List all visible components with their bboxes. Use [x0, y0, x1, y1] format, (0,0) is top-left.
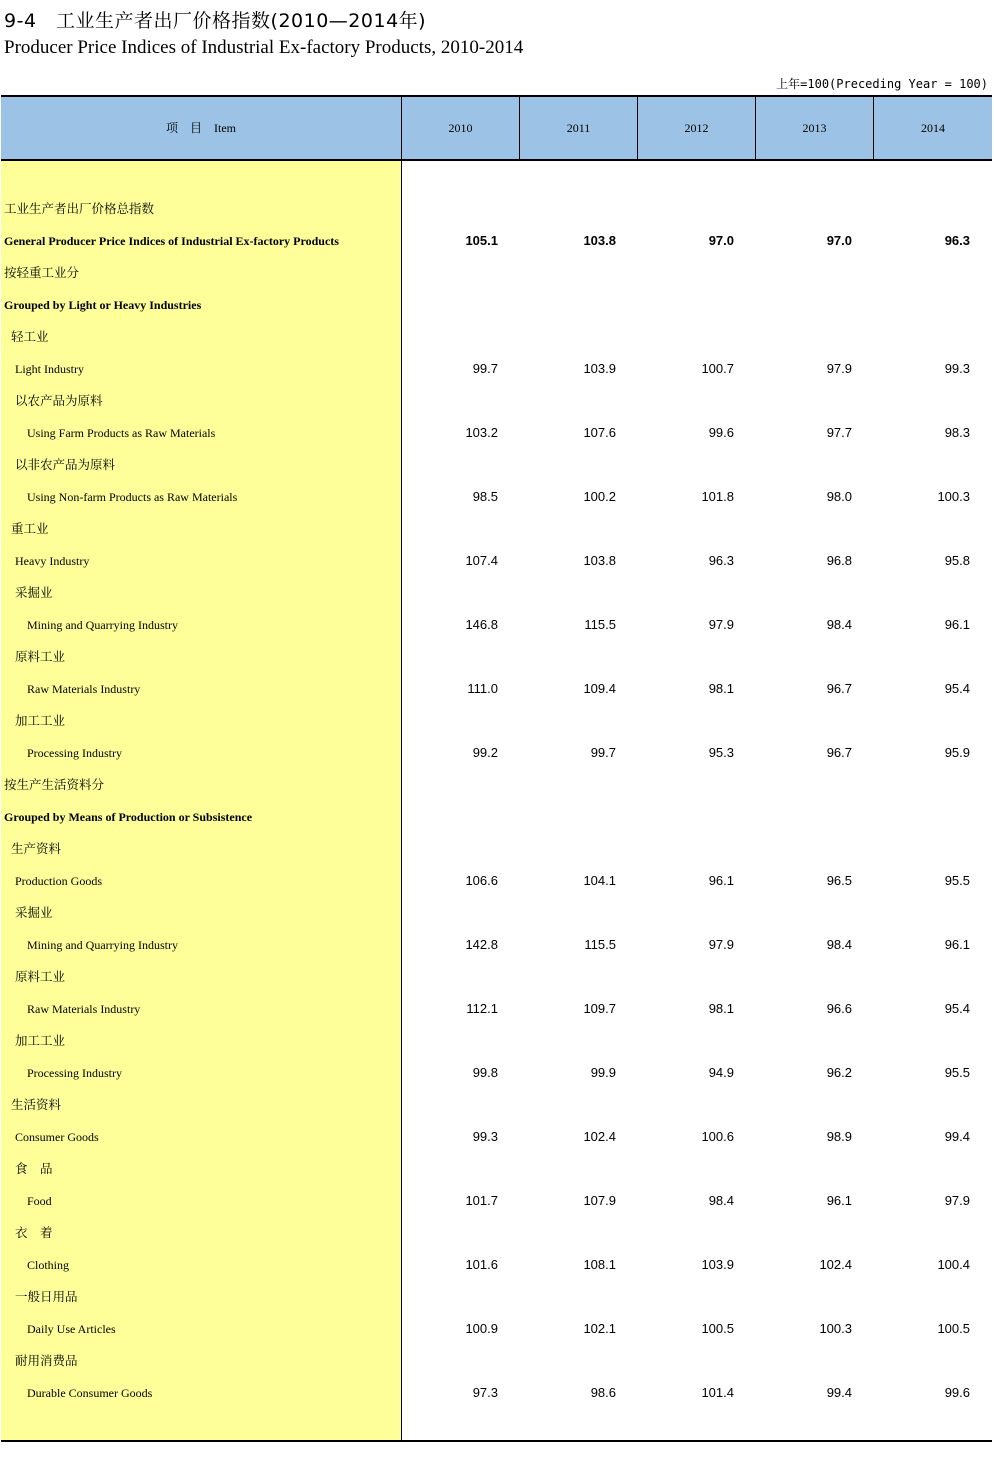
- value-cell-2012: 100.7: [701, 361, 734, 376]
- value-cell-2014: 99.3: [944, 361, 970, 376]
- table-row: [1, 1313, 992, 1345]
- table-row: [1, 1089, 992, 1121]
- value-cell-2010: 112.1: [466, 1001, 498, 1016]
- row-label: 生活资料: [11, 1097, 62, 1112]
- table-row: [1, 1345, 992, 1377]
- value-cell-2014: 98.3: [944, 425, 970, 440]
- value-cell-2012: 96.3: [708, 553, 734, 568]
- value-cell-2013: 96.2: [826, 1065, 852, 1080]
- table-row: [1, 897, 992, 929]
- value-cell-2010: 103.2: [465, 425, 498, 440]
- row-label: 加工工业: [15, 1033, 66, 1048]
- value-cell-2014: 95.8: [944, 553, 970, 568]
- value-cell-2010: 101.7: [465, 1193, 498, 1208]
- value-cell-2011: 115.5: [584, 617, 616, 632]
- value-cell-2011: 103.9: [583, 361, 616, 376]
- header-year-2010: 2010: [402, 97, 520, 159]
- row-label: 食 品: [15, 1161, 53, 1176]
- table-row: [1, 769, 992, 801]
- table-row: [1, 449, 992, 481]
- value-cell-2010: 99.2: [472, 745, 498, 760]
- value-cell-2011: 108.1: [583, 1257, 616, 1272]
- data-table: [1, 95, 992, 1442]
- row-label: Daily Use Articles: [27, 1322, 116, 1336]
- row-label: 以非农产品为原料: [15, 457, 116, 472]
- table-row: [1, 641, 992, 673]
- table-row: [1, 289, 992, 321]
- value-cell-2011: 104.1: [583, 873, 616, 888]
- value-cell-2012: 101.8: [701, 489, 734, 504]
- value-cell-2013: 100.3: [819, 1321, 852, 1336]
- table-row: [1, 417, 992, 449]
- header-year-2011: 2011: [520, 97, 638, 159]
- value-cell-2011: 107.6: [583, 425, 616, 440]
- table-row: [1, 1121, 992, 1153]
- table-row: [1, 481, 992, 513]
- value-cell-2013: 96.8: [826, 553, 852, 568]
- table-header: [1, 95, 992, 161]
- row-label: Using Non-farm Products as Raw Materials: [27, 490, 238, 504]
- table-row: [1, 1057, 992, 1089]
- table-row: [1, 929, 992, 961]
- table-row: [1, 1281, 992, 1313]
- value-cell-2011: 115.5: [584, 937, 616, 952]
- value-cell-2014: 95.4: [944, 1001, 970, 1016]
- value-cell-2012: 98.4: [708, 1193, 734, 1208]
- row-label: Using Farm Products as Raw Materials: [27, 426, 216, 440]
- value-cell-2010: 107.4: [465, 553, 498, 568]
- row-label: Clothing: [27, 1258, 70, 1272]
- value-cell-2010: 99.3: [472, 1129, 498, 1144]
- row-label: 重工业: [11, 521, 49, 536]
- table-row: [1, 1217, 992, 1249]
- value-cell-2010: 146.8: [465, 617, 498, 632]
- table-row: [1, 353, 992, 385]
- value-cell-2013: 98.4: [826, 937, 852, 952]
- value-cell-2013: 98.4: [826, 617, 852, 632]
- header-item: 项 目 Item: [1, 97, 402, 159]
- table-row: [1, 1249, 992, 1281]
- table-row: [1, 705, 992, 737]
- table-row: [1, 961, 992, 993]
- value-cell-2012: 98.1: [708, 1001, 734, 1016]
- value-cell-2013: 96.1: [826, 1193, 852, 1208]
- table-row: [1, 513, 992, 545]
- unit-note: 上年=100(Preceding Year = 100): [776, 77, 988, 91]
- value-cell-2010: 100.9: [465, 1321, 498, 1336]
- bottom-rule: [1, 1440, 992, 1442]
- row-label: Processing Industry: [27, 1066, 122, 1080]
- table-row: [1, 673, 992, 705]
- value-cell-2012: 101.4: [701, 1385, 734, 1400]
- value-cell-2014: 99.6: [944, 1385, 970, 1400]
- value-cell-2014: 95.5: [944, 873, 970, 888]
- value-cell-2011: 109.4: [583, 681, 616, 696]
- table-row: [1, 993, 992, 1025]
- value-cell-2011: 99.7: [590, 745, 616, 760]
- row-label: 按轻重工业分: [4, 265, 80, 280]
- value-cell-2012: 100.6: [701, 1129, 734, 1144]
- value-cell-2011: 109.7: [583, 1001, 616, 1016]
- value-cell-2010: 99.8: [472, 1065, 498, 1080]
- value-cell-2010: 99.7: [472, 361, 498, 376]
- value-cell-2013: 97.0: [826, 233, 852, 248]
- value-cell-2010: 106.6: [465, 873, 498, 888]
- row-label: Light Industry: [15, 362, 84, 376]
- value-cell-2012: 99.6: [708, 425, 734, 440]
- row-label: 原料工业: [15, 649, 66, 664]
- value-cell-2013: 102.4: [819, 1257, 852, 1272]
- header-year-2014: 2014: [921, 121, 945, 135]
- value-cell-2010: 101.6: [465, 1257, 498, 1272]
- row-label: Grouped by Means of Production or Subsistence: [4, 810, 253, 824]
- value-cell-2012: 98.1: [708, 681, 734, 696]
- row-label: 采掘业: [15, 585, 53, 600]
- table-row: [1, 545, 992, 577]
- value-cell-2011: 99.9: [590, 1065, 616, 1080]
- value-cell-2011: 103.8: [583, 233, 616, 248]
- row-label: Mining and Quarrying Industry: [27, 618, 178, 632]
- value-cell-2013: 98.9: [826, 1129, 852, 1144]
- table-row: [1, 1025, 992, 1057]
- value-cell-2014: 100.3: [937, 489, 970, 504]
- value-cell-2011: 100.2: [583, 489, 616, 504]
- value-cell-2012: 97.9: [708, 617, 734, 632]
- row-label: Processing Industry: [27, 746, 122, 760]
- value-cell-2012: 94.9: [708, 1065, 734, 1080]
- row-label: Durable Consumer Goods: [27, 1386, 153, 1400]
- table-row: [1, 321, 992, 353]
- table-title-english: Producer Price Indices of Industrial Ex-factory Products, 2010-2014: [4, 37, 524, 58]
- value-cell-2014: 95.5: [944, 1065, 970, 1080]
- table-row: [1, 737, 992, 769]
- row-label: 采掘业: [15, 905, 53, 920]
- table-row: [1, 577, 992, 609]
- value-cell-2013: 96.5: [826, 873, 852, 888]
- table-row: [1, 865, 992, 897]
- value-cell-2014: 100.4: [937, 1257, 970, 1272]
- row-label: 以农产品为原料: [15, 393, 103, 408]
- row-label: Food: [27, 1194, 52, 1208]
- row-label: Grouped by Light or Heavy Industries: [4, 298, 202, 312]
- value-cell-2011: 102.4: [583, 1129, 616, 1144]
- table-row: [1, 1153, 992, 1185]
- table-row: [1, 801, 992, 833]
- row-label: 工业生产者出厂价格总指数: [4, 201, 155, 216]
- row-label: 轻工业: [11, 329, 49, 344]
- value-cell-2010: 105.1: [465, 233, 498, 248]
- value-cell-2014: 95.9: [944, 745, 970, 760]
- value-cell-2010: 98.5: [472, 489, 498, 504]
- value-cell-2012: 97.9: [708, 937, 734, 952]
- table-row: [1, 257, 992, 289]
- header-year-2013: 2013: [756, 97, 874, 159]
- value-cell-2011: 102.1: [583, 1321, 616, 1336]
- value-cell-2011: 98.6: [590, 1385, 616, 1400]
- table-title-chinese: 9-4 工业生产者出厂价格指数(2010—2014年): [4, 10, 427, 32]
- value-cell-2010: 111.0: [467, 681, 498, 696]
- table-row: [1, 193, 992, 225]
- row-label: 衣 着: [15, 1225, 53, 1240]
- value-cell-2012: 100.5: [701, 1321, 734, 1336]
- table-row: [1, 1185, 992, 1217]
- row-label: 一般日用品: [15, 1289, 78, 1304]
- value-cell-2012: 103.9: [701, 1257, 734, 1272]
- row-label: 加工工业: [15, 713, 66, 728]
- value-cell-2013: 96.7: [826, 681, 852, 696]
- table-row: [1, 385, 992, 417]
- value-cell-2010: 97.3: [472, 1385, 498, 1400]
- row-label: Heavy Industry: [15, 554, 90, 568]
- value-cell-2014: 96.1: [944, 937, 970, 952]
- row-label: General Producer Price Indices of Industrial Ex-factory Products: [4, 234, 339, 248]
- value-cell-2014: 96.1: [944, 617, 970, 632]
- row-label: Raw Materials Industry: [27, 682, 141, 696]
- value-cell-2012: 96.1: [708, 873, 734, 888]
- row-label: Production Goods: [15, 874, 102, 888]
- value-cell-2014: 95.4: [944, 681, 970, 696]
- row-label: 生产资料: [11, 841, 62, 856]
- table-row: [1, 1377, 992, 1409]
- value-cell-2013: 98.0: [826, 489, 852, 504]
- row-label: 耐用消费品: [15, 1353, 78, 1368]
- table-row: [1, 609, 992, 641]
- value-cell-2013: 96.6: [826, 1001, 852, 1016]
- value-cell-2013: 97.9: [826, 361, 852, 376]
- value-cell-2012: 97.0: [708, 233, 734, 248]
- value-cell-2013: 99.4: [826, 1385, 852, 1400]
- value-cell-2014: 100.5: [937, 1321, 970, 1336]
- value-cell-2014: 97.9: [944, 1193, 970, 1208]
- value-cell-2012: 95.3: [708, 745, 734, 760]
- row-label: Consumer Goods: [15, 1130, 99, 1144]
- value-cell-2014: 96.3: [944, 233, 970, 248]
- row-label: 按生产生活资料分: [4, 777, 105, 792]
- value-cell-2014: 99.4: [944, 1129, 970, 1144]
- value-cell-2011: 103.8: [583, 553, 616, 568]
- table-row: [1, 225, 992, 257]
- value-cell-2013: 97.7: [826, 425, 852, 440]
- row-label: Raw Materials Industry: [27, 1002, 141, 1016]
- header-year-2012: 2012: [638, 97, 756, 159]
- table-row: [1, 833, 992, 865]
- value-cell-2013: 96.7: [826, 745, 852, 760]
- value-cell-2011: 107.9: [583, 1193, 616, 1208]
- value-cell-2010: 142.8: [465, 937, 498, 952]
- table-body: [1, 193, 992, 1409]
- row-label: Mining and Quarrying Industry: [27, 938, 178, 952]
- row-label: 原料工业: [15, 969, 66, 984]
